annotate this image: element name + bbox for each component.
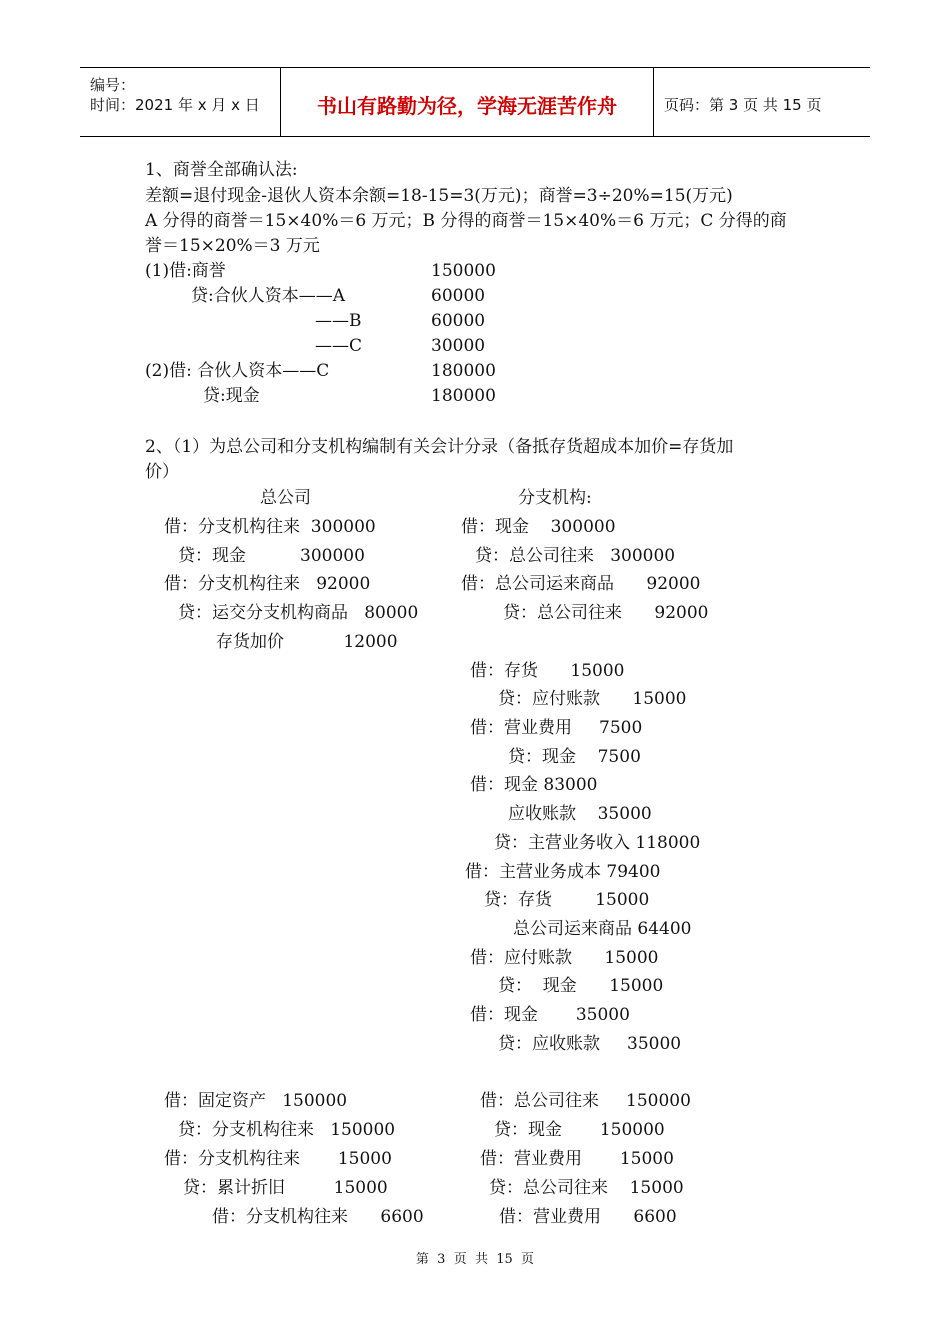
text-line: ——C [315,336,363,356]
entry-line: 借：现金 300000 [461,517,616,537]
text-line: 1、商誉全部确认法: [145,160,298,180]
entry-line: 借：现金 83000 [470,775,598,795]
entry-line: 应收账款 35000 [508,804,652,824]
entry-line: 贷：总公司往来 92000 [503,603,709,623]
column-heading-head-office: 总公司 [260,488,311,508]
entry-line: 借：存货 15000 [470,661,625,681]
entry-line: 贷：应收账款 35000 [498,1034,682,1054]
amount: 60000 [431,311,486,331]
header-meta [80,68,281,136]
entry-line: 借：营业费用 6600 [499,1207,677,1227]
text-line: (2)借: 合伙人资本——C [145,361,330,381]
text-line: ——B [315,311,362,331]
entry-line: 贷：现金 300000 [178,546,365,566]
entry-line: 借：应付账款 15000 [470,948,659,968]
text-line: A 分得的商誉＝15×40%＝6 万元；B 分得的商誉＝15×40%＝6 万元；C 分得的商 [145,211,787,231]
entry-line: 总公司运来商品 64400 [513,919,692,939]
entry-line: 借：营业费用 15000 [480,1149,674,1169]
page-header [80,67,870,137]
entry-line: 贷：应付账款 15000 [498,689,687,709]
text-line: (1)借:商誉 [145,261,226,281]
header-motto-cell [281,68,654,136]
entry-line: 借：分支机构往来 6600 [212,1207,424,1227]
entry-line: 借：固定资产 150000 [164,1091,348,1111]
text-line: 誉＝15×20%＝3 万元 [145,236,320,256]
entry-line: 借：主营业务成本 79400 [465,862,661,882]
entry-line: 借：现金 35000 [470,1005,630,1025]
header-page-cell [654,68,870,136]
text-line: 2、（1）为总公司和分支机构编制有关会计分录（备抵存货超成本加价=存货加 [145,437,734,457]
entry-line: 借：分支机构往来 92000 [164,574,371,594]
amount: 150000 [431,261,496,281]
entry-line: 贷：运交分支机构商品 80000 [178,603,419,623]
entry-line: 贷：总公司往来 15000 [489,1178,684,1198]
entry-line: 存货加价 12000 [216,632,398,652]
entry-line: 借：总公司往来 150000 [480,1091,691,1111]
entry-line: 借：营业费用 7500 [470,718,643,738]
entry-line: 贷：现金 7500 [508,747,641,767]
motto: 书山有路勤为径，学海无涯苦作舟 [317,94,617,118]
text-line: 差额=退付现金-退伙人资本余额=18-15=3(万元)；商誉=3÷20%=15(万元) [145,186,733,206]
entry-line: 贷：现金 150000 [494,1120,665,1140]
page-footer: 第 3 页 共 15 页 [415,1252,535,1267]
text-line: 价） [145,462,179,482]
amount: 30000 [431,336,486,356]
column-heading-branch: 分支机构: [518,488,592,508]
entry-line: 贷：总公司往来 300000 [475,546,676,566]
amount: 60000 [431,286,486,306]
entry-line: 贷： 现金 15000 [498,976,664,996]
amount: 180000 [431,361,496,381]
entry-line: 贷：存货 15000 [484,890,650,910]
amount: 180000 [431,386,496,406]
time-label: 时间：2021 年 x 月 x 日 [90,96,260,114]
text-line: 贷:现金 [203,386,260,406]
entry-line: 贷：累计折旧 15000 [183,1178,388,1198]
page-info: 页码：第 3 页 共 15 页 [664,96,822,114]
entry-line: 贷：主营业务收入 118000 [494,833,701,853]
number-label: 编号： [90,76,136,94]
entry-line: 借：总公司运来商品 92000 [461,574,701,594]
entry-line: 贷：分支机构往来 150000 [178,1120,396,1140]
entry-line: 借：分支机构往来 15000 [164,1149,392,1169]
text-line: 贷:合伙人资本——A [191,286,346,306]
entry-line: 借：分支机构往来 300000 [164,517,376,537]
